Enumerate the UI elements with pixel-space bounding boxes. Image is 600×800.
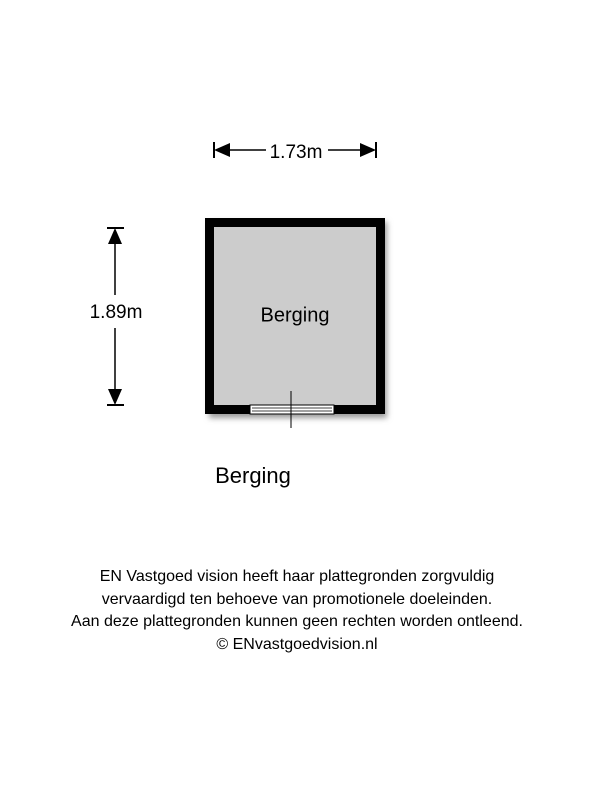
arrow-up-icon — [108, 228, 122, 244]
copyright-line: © ENvastgoedvision.nl — [216, 635, 378, 653]
width-dimension — [214, 142, 376, 163]
room-berging — [205, 218, 387, 428]
arrow-left-icon — [214, 143, 230, 157]
height-dimension-label: 1.89m — [89, 302, 143, 324]
disclaimer-line: vervaardigd ten behoeve van promotionele doeleinden. — [101, 590, 493, 608]
disclaimer-line: EN Vastgoed vision heeft haar plattegronden zorgvuldig — [99, 568, 495, 585]
arrow-down-icon — [108, 389, 122, 405]
arrow-right-icon — [360, 143, 376, 157]
height-dimension — [90, 228, 143, 405]
width-dimension-label: 1.73m — [269, 142, 323, 164]
room-label: Berging — [260, 304, 330, 327]
disclaimer-line: Aan deze plattegronden kunnen geen rechten worden ontleend. — [71, 613, 523, 630]
floor-title: Berging — [215, 463, 291, 488]
disclaimer — [0, 566, 594, 656]
